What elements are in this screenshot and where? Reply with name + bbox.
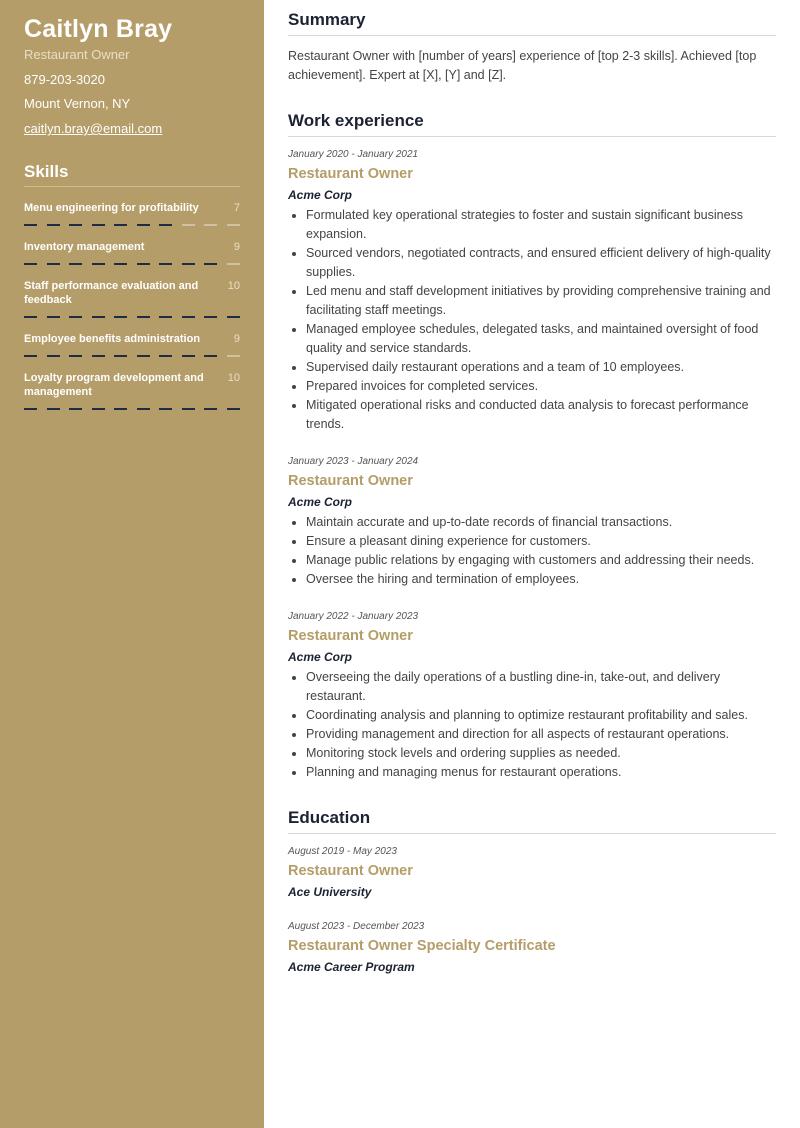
skill-level-segment-filled [69,224,82,226]
job-title: Restaurant Owner [288,628,413,644]
school-name: Acme Career Program [288,960,415,974]
skill-item [24,240,240,265]
candidate-name: Caitlyn Bray [24,15,173,43]
education-entry [288,921,776,974]
skill-level-segment-empty [227,224,240,226]
list-item: • Maintain accurate and up-to-date records of financial transactions. [306,513,776,532]
skill-item [24,279,240,318]
skill-level-segment-filled [92,224,105,226]
job-entry [288,149,776,434]
skill-level-segment-filled [204,263,217,265]
skill-level-segment-filled [92,316,105,318]
list-item: • Managed employee schedules, delegated tasks, and maintained oversight of food quality and service standards. [306,320,776,358]
main-content [288,0,776,974]
list-item: • Ensure a pleasant dining experience for customers. [306,532,776,551]
summary-heading: Summary [288,10,776,36]
job-bullets [288,513,776,589]
list-item: • Oversee the hiring and termination of employees. [306,570,776,589]
skill-level-bar [24,316,240,318]
skill-level-segment-filled [182,408,195,410]
list-item: • Supervised daily restaurant operations and a team of 10 employees. [306,358,776,377]
company-name: Acme Corp [288,650,353,664]
skill-level-segment-filled [92,408,105,410]
skill-level-bar [24,263,240,265]
skill-level-segment-filled [47,408,60,410]
job-title: Restaurant Owner [288,166,413,182]
job-entry [288,456,776,589]
job-dates: January 2020 - January 2021 [288,149,419,160]
company-name: Acme Corp [288,495,353,509]
skill-level-segment-filled [24,224,37,226]
skills-heading: Skills [24,162,240,187]
job-dates: January 2023 - January 2024 [288,456,419,467]
skill-level-segment-empty [227,263,240,265]
skill-level-segment-filled [204,355,217,357]
skill-level-segment-filled [159,224,172,226]
skill-level-segment-filled [69,355,82,357]
skill-level-segment-filled [69,408,82,410]
list-item: • Manage public relations by engaging with customers and addressing their needs. [306,551,776,570]
skill-item [24,201,240,226]
skill-name: Staff performance evaluation and feedback [24,280,199,306]
skill-level-segment-filled [24,408,37,410]
sidebar [0,0,264,1128]
email-link[interactable]: caitlyn.bray@email.com [24,121,163,136]
skill-level-segment-filled [182,355,195,357]
skill-level-segment-filled [137,263,150,265]
skill-level-segment-filled [92,263,105,265]
job-dates: January 2022 - January 2023 [288,611,419,622]
list-item: • Monitoring stock levels and ordering supplies as needed. [306,744,776,763]
skill-level-segment-filled [47,316,60,318]
skill-level-segment-filled [182,263,195,265]
skill-item [24,371,240,410]
candidate-role: Restaurant Owner [24,47,130,62]
skill-level-segment-filled [204,316,217,318]
skill-score: 9 [233,241,240,253]
degree-title: Restaurant Owner Specialty Certificate [288,938,556,954]
skill-name: Menu engineering for profitability [24,202,199,214]
education-heading: Education [288,808,776,834]
skill-level-bar [24,408,240,410]
list-item: • Formulated key operational strategies to foster and sustain significant business expansion. [306,206,776,244]
skill-level-segment-filled [47,263,60,265]
skill-level-segment-filled [159,316,172,318]
skill-level-segment-filled [24,263,37,265]
job-title: Restaurant Owner [288,473,413,489]
job-entry [288,611,776,782]
skill-level-segment-filled [137,355,150,357]
work-experience-heading: Work experience [288,111,776,137]
skill-level-segment-filled [114,316,127,318]
list-item: • Providing management and direction for all aspects of restaurant operations. [306,725,776,744]
skill-level-segment-empty [204,224,217,226]
skill-name: Loyalty program development and management [24,372,204,398]
skill-level-segment-filled [227,316,240,318]
list-item: • Planning and managing menus for restaurant operations. [306,763,776,782]
skill-level-segment-filled [204,408,217,410]
list-item: • Led menu and staff development initiatives by providing comprehensive training and facilitating staff meetings. [306,282,776,320]
skills-list [24,201,240,410]
skill-level-segment-empty [227,355,240,357]
education-dates: August 2019 - May 2023 [288,846,397,857]
list-item: • Mitigated operational risks and conducted data analysis to forecast performance trends. [306,396,776,434]
skill-level-segment-filled [114,408,127,410]
skill-level-segment-filled [24,316,37,318]
degree-title: Restaurant Owner [288,863,413,879]
skill-score: 9 [233,333,240,345]
skill-level-segment-filled [182,316,195,318]
list-item: • Sourced vendors, negotiated contracts, and ensured efficient delivery of high-quality supplies. [306,244,776,282]
list-item: • Overseeing the daily operations of a bustling dine-in, take-out, and delivery restaurant. [306,668,776,706]
education-entry [288,846,776,899]
skill-name: Inventory management [24,241,145,253]
list-item: • Coordinating analysis and planning to optimize restaurant profitability and sales. [306,706,776,725]
skill-level-segment-filled [92,355,105,357]
skill-level-segment-filled [159,355,172,357]
skill-level-segment-filled [114,224,127,226]
school-name: Ace University [288,885,372,899]
skill-level-segment-filled [69,263,82,265]
skill-level-bar [24,224,240,226]
skill-level-segment-filled [159,408,172,410]
skill-level-segment-filled [137,408,150,410]
skill-score: 10 [227,372,240,384]
skill-level-segment-filled [69,316,82,318]
list-item: • Prepared invoices for completed services. [306,377,776,396]
skill-name: Employee benefits administration [24,333,201,345]
skill-score: 10 [227,280,240,292]
skill-level-segment-filled [47,355,60,357]
skill-level-segment-filled [227,408,240,410]
skill-level-bar [24,355,240,357]
skill-level-segment-filled [137,316,150,318]
skill-level-segment-filled [114,355,127,357]
skill-level-segment-filled [114,263,127,265]
phone-number: 879-203-3020 [24,72,105,87]
skill-level-segment-filled [47,224,60,226]
skill-level-segment-filled [24,355,37,357]
skill-score: 7 [233,202,240,214]
summary-text: Restaurant Owner with [number of years] experience of [top 2-3 skills]. Achieved [top achievement]. Expert at [X], [Y] and [Z]. [288,49,757,82]
location: Mount Vernon, NY [24,96,131,111]
skill-level-segment-filled [137,224,150,226]
job-bullets [288,668,776,782]
skill-level-segment-empty [182,224,195,226]
job-bullets [288,206,776,434]
skill-level-segment-filled [159,263,172,265]
skill-item [24,332,240,357]
company-name: Acme Corp [288,188,353,202]
education-dates: August 2023 - December 2023 [288,921,425,932]
